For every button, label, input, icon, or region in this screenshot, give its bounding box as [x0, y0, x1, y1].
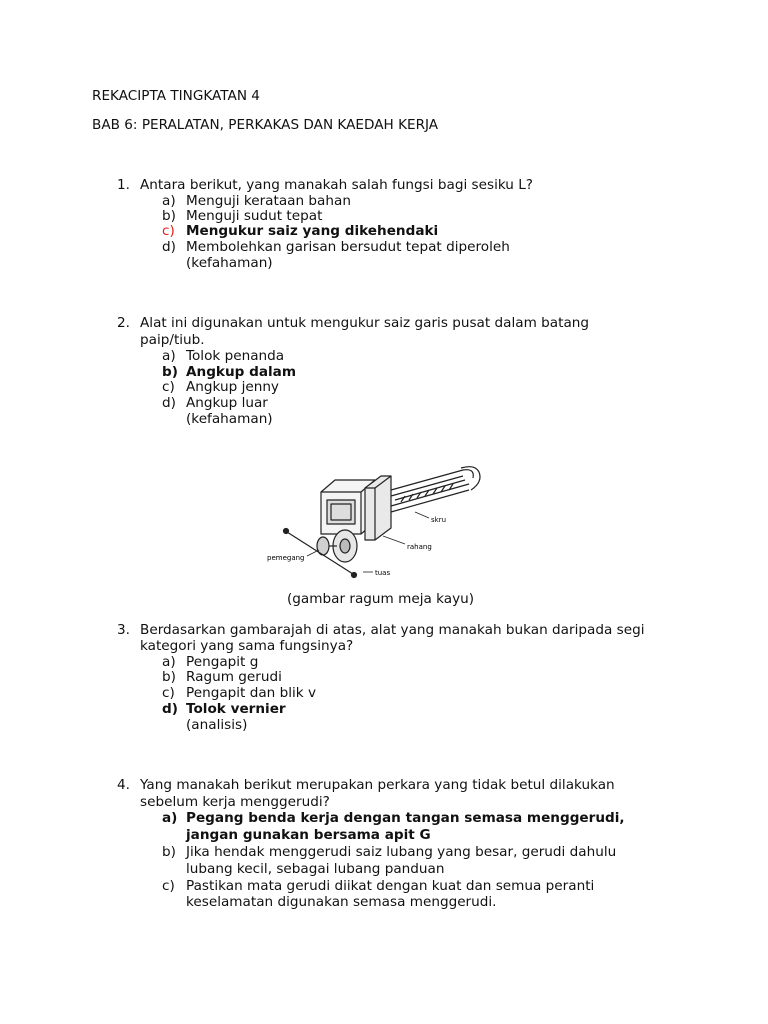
question-text: Antara berikut, yang manakah salah fungsi bagi sesiku L? — [140, 177, 534, 193]
label-tuas: tuas — [375, 569, 391, 577]
answer-option-text: Pegang benda kerja dengan tangan semasa menggerudi, — [186, 810, 625, 826]
option-text: Angkup luar — [186, 395, 268, 411]
option-text: Menguji kerataan bahan — [186, 193, 351, 209]
question-text: Berdasarkan gambarajah di atas, alat yang manakah bukan daripada segi — [140, 622, 645, 638]
answer-option-letter: b) — [162, 364, 178, 380]
answer-option-letter: c) — [162, 223, 175, 239]
option-letter: c) — [162, 878, 175, 894]
option-letter: c) — [162, 379, 175, 395]
option-text: Ragum gerudi — [186, 669, 282, 685]
cognitive-level: (kefahaman) — [186, 255, 273, 271]
question-number: 4. — [117, 777, 130, 793]
answer-option-text: jangan gunakan bersama apit G — [186, 827, 431, 843]
cognitive-level: (kefahaman) — [186, 411, 273, 427]
option-text: Pastikan mata gerudi diikat dengan kuat dan semua peranti — [186, 878, 595, 894]
option-letter: b) — [162, 208, 176, 224]
chapter-heading: BAB 6: PERALATAN, PERKAKAS DAN KAEDAH KERJA — [92, 117, 439, 133]
option-text: Membolehkan garisan bersudut tepat diperoleh — [186, 239, 510, 255]
option-text: Pengapit g — [186, 654, 259, 670]
question-text: paip/tiub. — [140, 332, 205, 348]
answer-option-text: Tolok vernier — [186, 701, 286, 717]
option-letter: b) — [162, 844, 176, 860]
option-text: Tolok penanda — [186, 348, 285, 364]
question-number: 1. — [117, 177, 130, 193]
question-number: 2. — [117, 315, 130, 331]
bench-vice-figure — [265, 462, 490, 588]
question-text: sebelum kerja menggerudi? — [140, 794, 330, 810]
option-text: Menguji sudut tepat — [186, 208, 323, 224]
cognitive-level: (analisis) — [186, 717, 248, 733]
question-text: kategori yang sama fungsinya? — [140, 638, 354, 654]
option-letter: a) — [162, 348, 176, 364]
answer-option-letter: d) — [162, 701, 178, 717]
question-number: 3. — [117, 622, 130, 638]
label-rahang: rahang — [407, 543, 432, 551]
option-text: Jika hendak menggerudi saiz lubang yang besar, gerudi dahulu — [186, 844, 617, 860]
option-letter: d) — [162, 395, 176, 411]
option-letter: b) — [162, 669, 176, 685]
option-letter: a) — [162, 654, 176, 670]
bench-vice-drawing — [265, 462, 490, 588]
answer-option-text: Mengukur saiz yang dikehendaki — [186, 223, 439, 239]
option-letter: d) — [162, 239, 176, 255]
answer-option-text: Angkup dalam — [186, 364, 297, 380]
label-skru: skru — [431, 516, 447, 524]
option-letter: c) — [162, 685, 175, 701]
question-text: Alat ini digunakan untuk mengukur saiz garis pusat dalam batang — [140, 315, 590, 331]
label-pemegang: pemegang — [267, 554, 305, 562]
option-text: lubang kecil, sebagai lubang panduan — [186, 861, 445, 877]
answer-option-letter: a) — [162, 810, 178, 826]
option-text: keselamatan digunakan semasa menggerudi. — [186, 894, 497, 910]
option-text: Angkup jenny — [186, 379, 279, 395]
document-title: REKACIPTA TINGKATAN 4 — [92, 88, 260, 104]
option-text: Pengapit dan blik v — [186, 685, 317, 701]
figure-caption: (gambar ragum meja kayu) — [287, 591, 475, 607]
option-letter: a) — [162, 193, 176, 209]
question-text: Yang manakah berikut merupakan perkara yang tidak betul dilakukan — [140, 777, 615, 793]
